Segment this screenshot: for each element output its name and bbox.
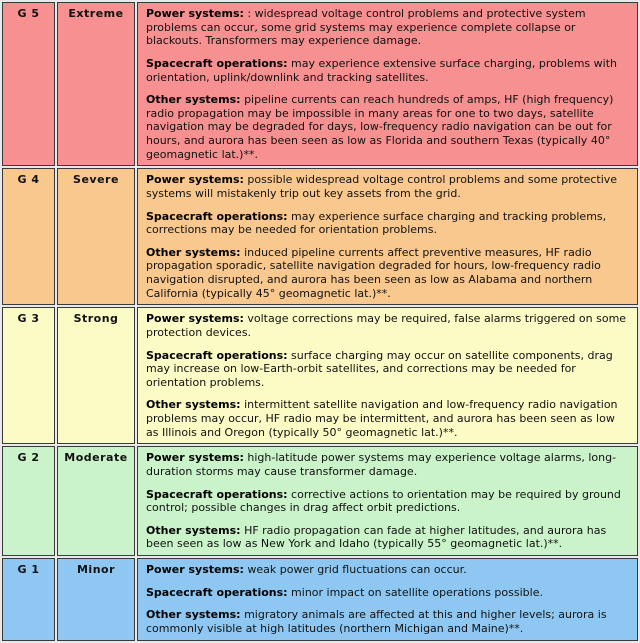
level-cell: [57, 558, 135, 641]
power-systems-text: Power systems: weak power grid fluctuations can occur.: [146, 563, 467, 576]
level-cell: [57, 168, 135, 305]
other-systems-text: Other systems: HF radio propagation can fade at higher latitudes, and aurora has been seen as low as New York and Idaho (typically 55° geomagnetic lat.)**.: [146, 523, 607, 551]
table-row-g4: [2, 168, 638, 305]
description-cell: [137, 558, 638, 641]
table-row-g3: [2, 307, 638, 444]
power-systems-text: Power systems: voltage corrections may be required, false alarms triggered on some protection devices.: [146, 312, 627, 339]
scale-label: G 2: [17, 451, 40, 465]
table-row-g5: [2, 2, 638, 166]
spacecraft-operations-text: Spacecraft operations: surface charging may occur on satellite components, drag may increase on low-Earth-orbit satellites, and corrections may be needed for orientation problems.: [146, 348, 613, 389]
other-systems-text: Other systems: induced pipeline currents affect preventive measures, HF radio propagation sporadic, satellite navigation degraded for hours, low-frequency radio navigation disrupted, and aurora has been seen as low as Alabama and northern California (typically 45° geomagnetic lat.)**.: [146, 245, 601, 300]
scale-cell: [2, 2, 55, 166]
table-row-g2: [2, 446, 638, 556]
description-cell: [137, 168, 638, 305]
table-row-g1: [2, 558, 638, 641]
scale-cell: [2, 558, 55, 641]
description-cell: [137, 307, 638, 444]
scale-cell: [2, 307, 55, 444]
scale-label: G 1: [17, 563, 40, 576]
description-cell: [137, 446, 638, 556]
spacecraft-operations-text: Spacecraft operations: may experience surface charging and tracking problems, corrections may be needed for orientation problems.: [146, 209, 607, 237]
other-systems-text: Other systems: pipeline currents can reach hundreds of amps, HF (high frequency) radio propagation may be impossible in many areas for one to two days, satellite navigation may be degraded for days, low-frequency radio navigation can be out for hours, and aurora has been seen as low as Florida and southern Texas (typically 40° geomagnetic lat.)**.: [146, 93, 614, 161]
spacecraft-operations-text: Spacecraft operations: corrective actions to orientation may be required by ground control; possible changes in drag affect orbit predictions.: [146, 487, 621, 515]
other-systems-text: Other systems: migratory animals are affected at this and higher levels; aurora is commonly visible at high latitudes (northern Michigan and Maine)**.: [146, 608, 607, 635]
spacecraft-operations-text: Spacecraft operations: minor impact on satellite operations possible.: [146, 585, 543, 599]
power-systems-text: Power systems: : widespread voltage control problems and protective system problems can occur, some grid systems may experience complete collapse or blackouts. Transformers may experience damage.: [146, 7, 586, 48]
scale-cell: [2, 446, 55, 556]
scale-label: G 5: [17, 7, 40, 20]
level-label: Minor: [76, 563, 116, 576]
power-systems-text: Power systems: possible widespread voltage control problems and some protective systems will mistakenly trip out key assets from the grid.: [146, 173, 618, 200]
level-cell: [57, 446, 135, 556]
level-label: Severe: [73, 173, 119, 187]
description-cell: [137, 2, 638, 166]
power-systems-text: Power systems: high-latitude power systems may experience voltage alarms, long-duration storms may cause transformer damage.: [146, 451, 617, 478]
other-systems-text: Other systems: intermittent satellite navigation and low-frequency radio navigation problems may occur, HF radio may be intermittent, and aurora has been seen as low as Illinois and Oregon (typically 50° geomagnetic lat.)**.: [146, 398, 618, 439]
scale-label: G 3: [17, 312, 40, 326]
level-cell: [57, 2, 135, 166]
level-cell: [57, 307, 135, 444]
level-label: Extreme: [68, 7, 124, 20]
level-label: Strong: [73, 312, 119, 326]
scale-label: G 4: [17, 173, 40, 187]
spacecraft-operations-text: Spacecraft operations: may experience extensive surface charging, problems with orientation, uplink/downlink and tracking satellites.: [146, 56, 617, 84]
scale-cell: [2, 168, 55, 305]
level-label: Moderate: [64, 451, 128, 465]
